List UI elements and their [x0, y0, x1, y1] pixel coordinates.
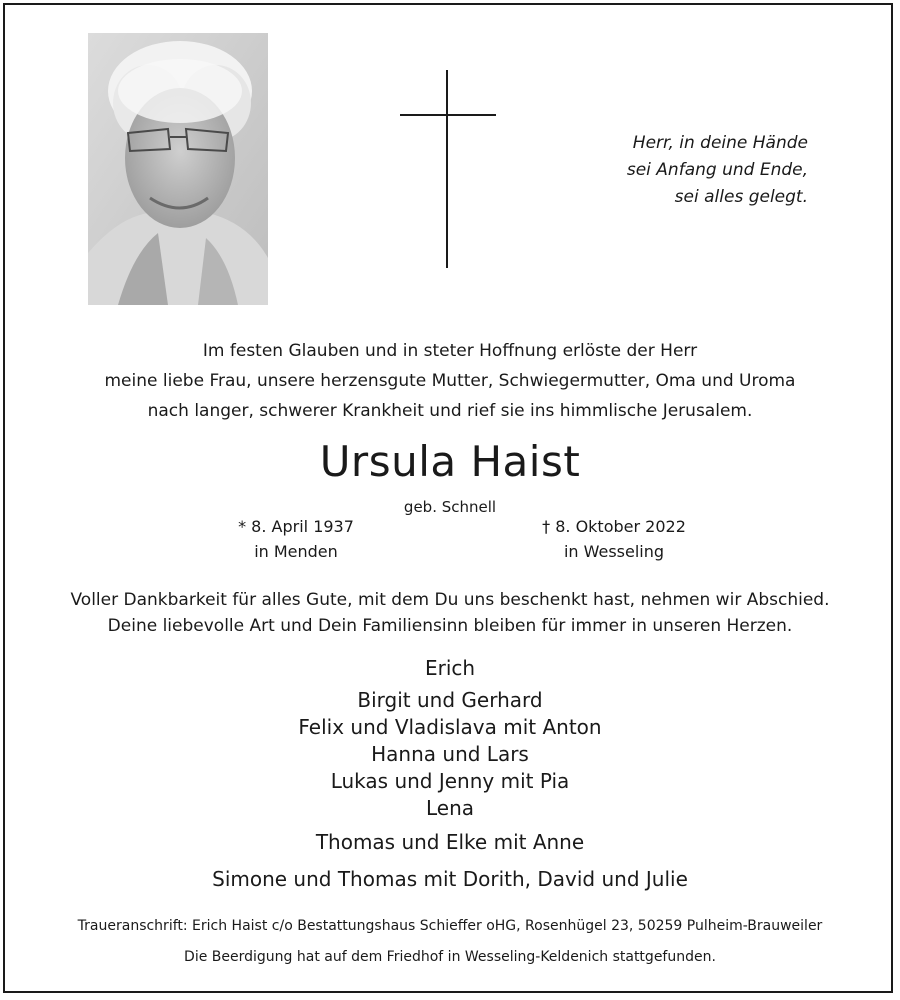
maiden-name: geb. Schnell	[403, 498, 497, 516]
birth-place: in Menden	[254, 542, 338, 561]
thanks-line: Deine liebevolle Art und Dein Familiensinn bleiben für immer in unseren Herzen.	[107, 616, 793, 636]
intro-line: nach langer, schwerer Krankheit und rief sie ins himmlische Jerusalem.	[147, 401, 753, 421]
intro-line: Im festen Glauben und in steter Hoffnung erlöste der Herr	[202, 341, 698, 361]
family-member: Hanna und Lars	[371, 742, 529, 766]
birth-date: * 8. April 1937	[238, 517, 354, 536]
family-group-2: Thomas und Elke mit Anne	[315, 830, 585, 854]
death-info	[494, 514, 734, 564]
cross-vertical	[446, 70, 448, 268]
verse-line: Herr, in deine Hände	[632, 133, 808, 153]
family-group-1	[0, 687, 900, 822]
family-group-3: Simone und Thomas mit Dorith, David und Julie	[212, 867, 688, 891]
verse-line: sei Anfang und Ende,	[626, 160, 808, 180]
verse-line: sei alles gelegt.	[674, 187, 808, 207]
thanks-line: Voller Dankbarkeit für alles Gute, mit dem Du uns beschenkt hast, nehmen wir Abschied.	[70, 590, 830, 610]
intro-text	[0, 336, 900, 426]
death-place: in Wesseling	[563, 542, 665, 561]
family-member: Lena	[425, 796, 475, 820]
cross-horizontal	[400, 114, 496, 116]
family-member: Felix und Vladislava mit Anton	[298, 715, 602, 739]
family-spouse: Erich	[424, 656, 476, 680]
funeral-note: Die Beerdigung hat auf dem Friedhof in Wesseling-Keldenich stattgefunden.	[184, 949, 716, 965]
bible-verse	[627, 130, 808, 211]
family-member: Birgit und Gerhard	[357, 688, 543, 712]
death-date: † 8. Oktober 2022	[542, 517, 686, 536]
intro-line: meine liebe Frau, unsere herzensgute Mutter, Schwiegermutter, Oma und Uroma	[104, 371, 796, 391]
portrait-image	[88, 33, 268, 305]
birth-info	[176, 514, 416, 564]
deceased-name: Ursula Haist	[319, 437, 581, 486]
mourning-address: Traueranschrift: Erich Haist c/o Bestattungshaus Schieffer oHG, Rosenhügel 23, 50259 Pulheim-Brauweiler	[77, 918, 823, 934]
family-member: Lukas und Jenny mit Pia	[330, 769, 570, 793]
portrait-photo	[88, 33, 268, 305]
cross-symbol	[400, 70, 496, 270]
thanks-text	[0, 587, 900, 639]
